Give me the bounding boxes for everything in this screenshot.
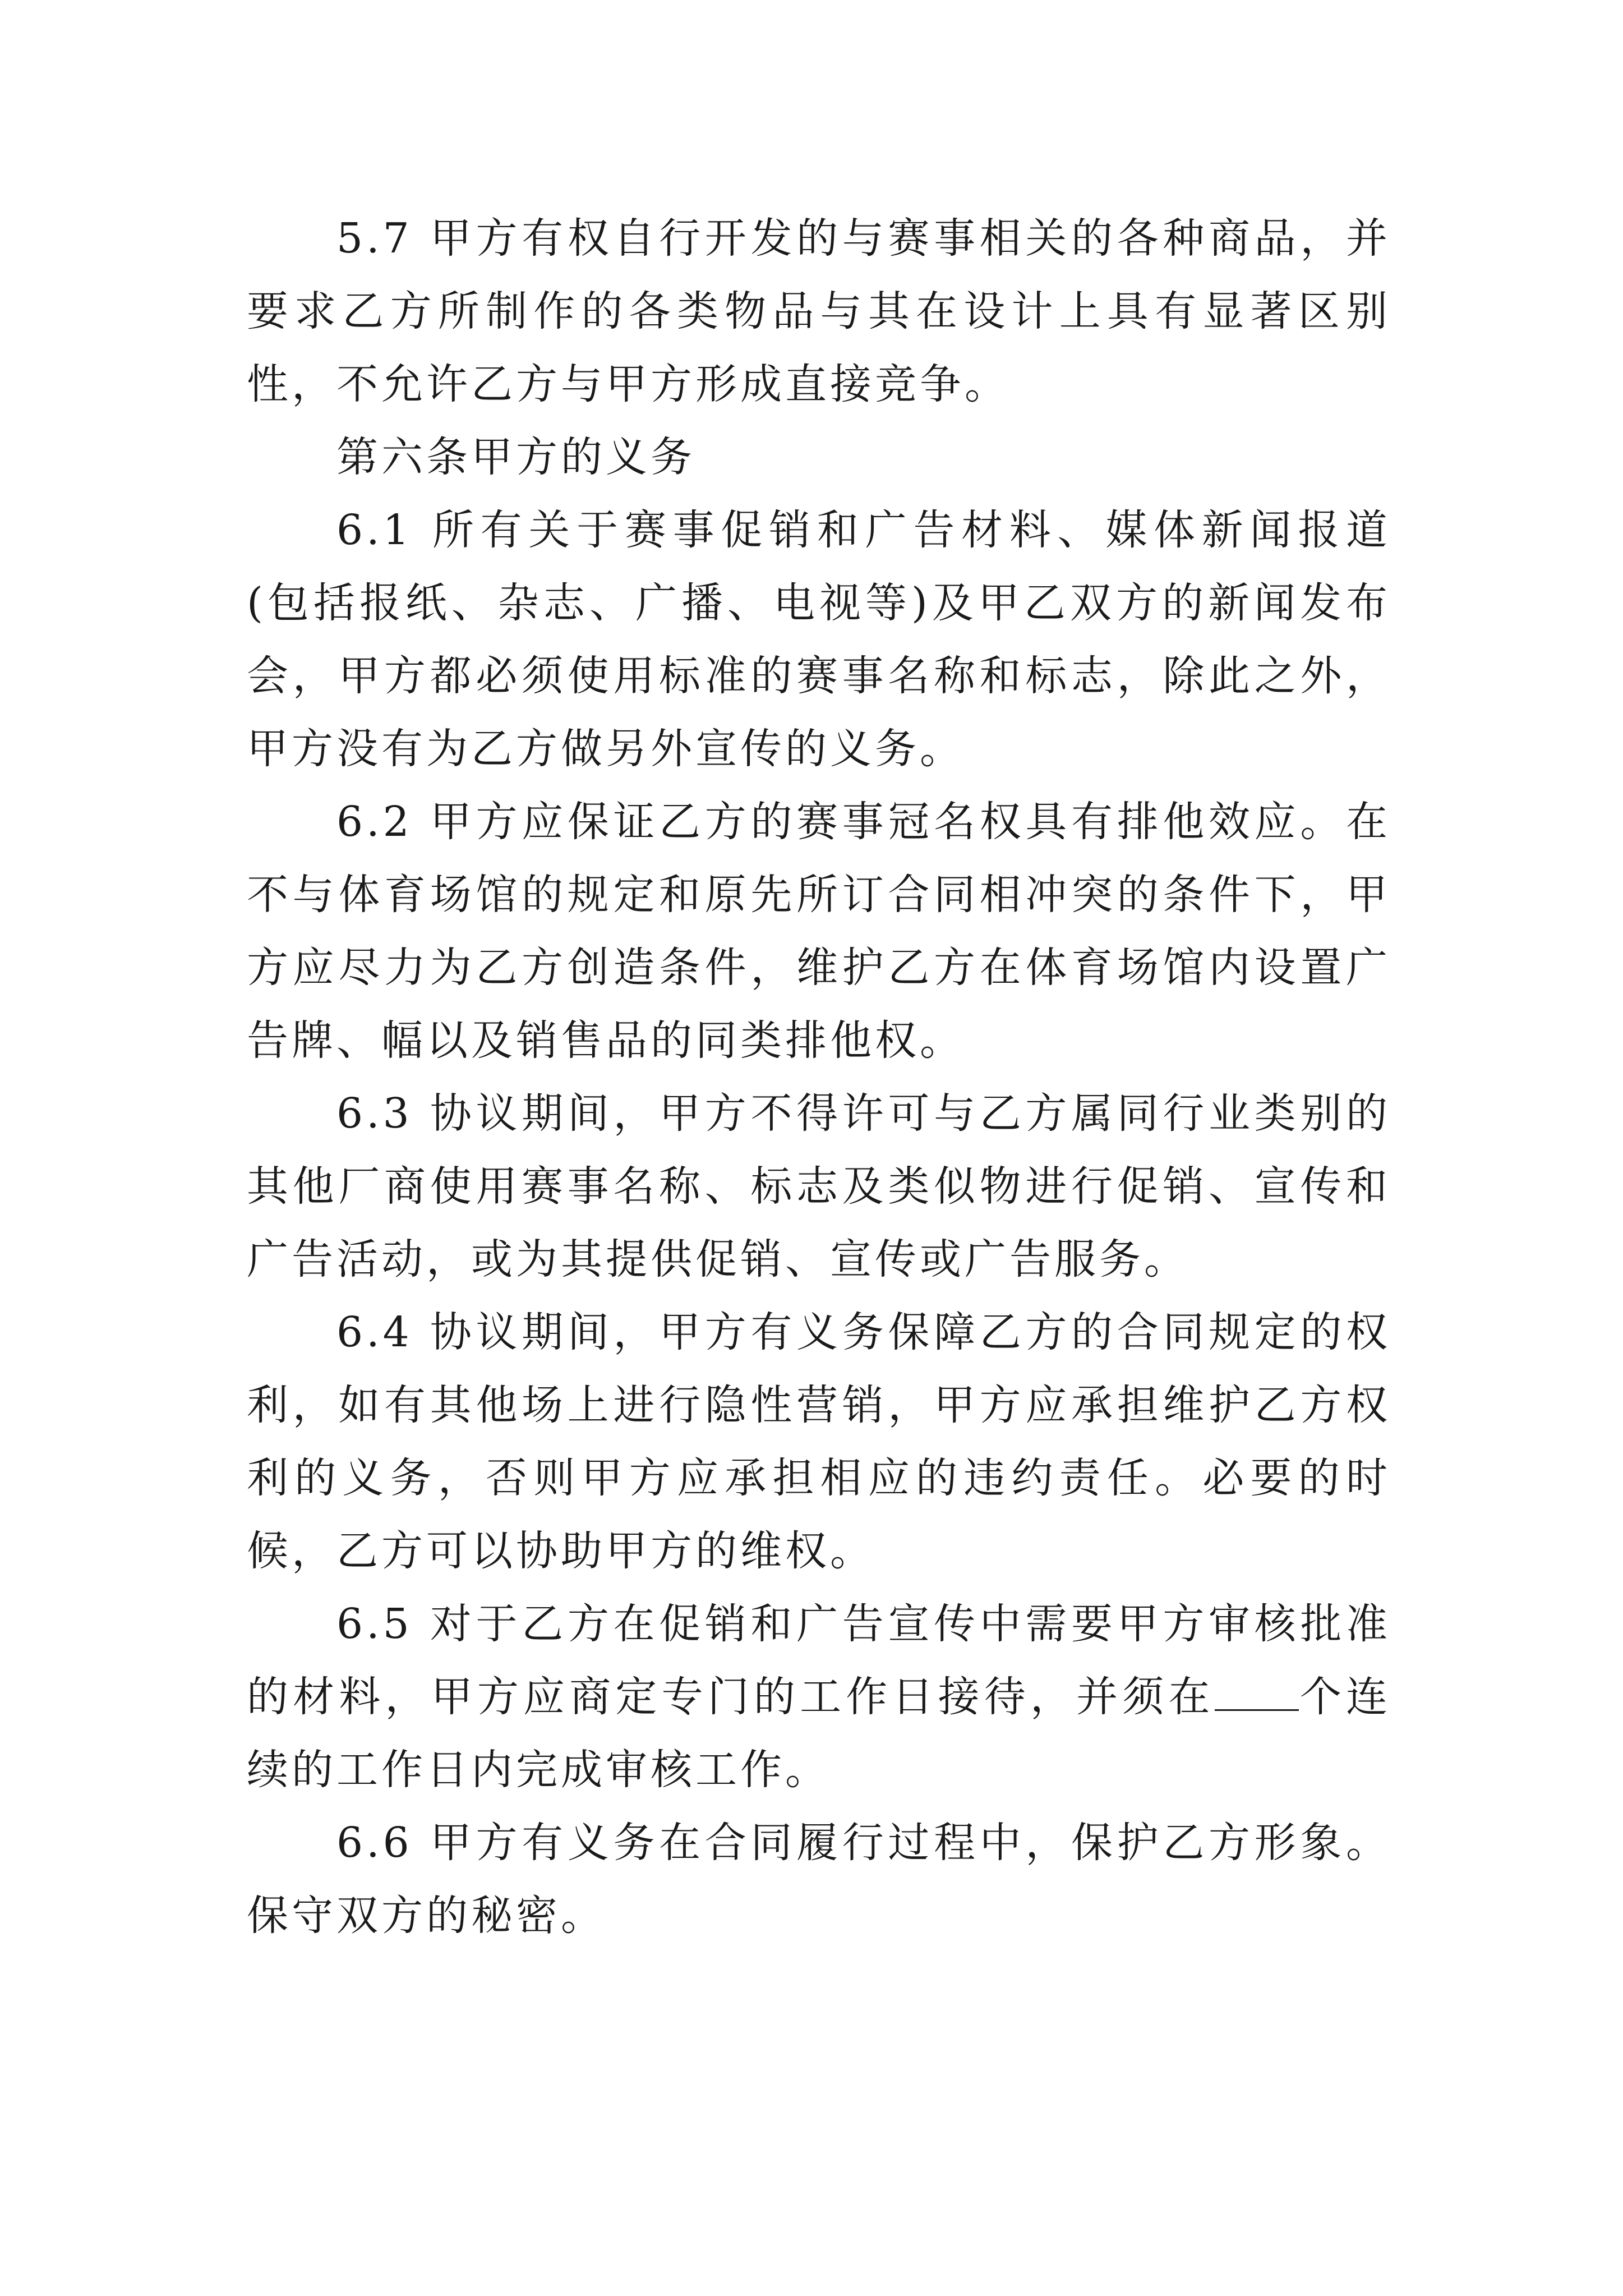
clause-5-7: 5.7 甲方有权自行开发的与赛事相关的各种商品，并要求乙方所制作的各类物品与其在设计上具有显著区别性，不允许乙方与甲方形成直接竞争。 [247,214,1391,408]
document-body [247,202,1391,1952]
clause-6-6: 6.6 甲方有义务在合同履行过程中，保护乙方形象。保守双方的秘密。 [247,1819,1391,1940]
clause-6-5-text-before: 6.5 对于乙方在促销和广告宣传中需要甲方审核批准的材料，甲方应商定专门的工作日接待，并须在 [247,1600,1391,1721]
clause-6-4: 6.4 协议期间，甲方有义务保障乙方的合同规定的权利，如有其他场上进行隐性营销，甲方应承担维护乙方权利的义务，否则甲方应承担相应的违约责任。必要的时候，乙方可以协助甲方的维权。 [247,1308,1391,1575]
clause-6-5 [247,1588,1391,1806]
fill-in-blank [1215,1676,1299,1711]
clause-6-1: 6.1 所有关于赛事促销和广告材料、媒体新闻报道(包括报纸、杂志、广播、电视等)及甲乙双方的新闻发布会，甲方都必须使用标准的赛事名称和标志，除此之外，甲方没有为乙方做另外宣传的义务。 [247,506,1391,773]
article-6-title: 第六条甲方的义务 [336,433,695,481]
clause-6-5-text-after: 个连续的工作日内完成审核工作。 [247,1673,1391,1794]
clause-6-3: 6.3 协议期间，甲方不得许可与乙方属同行业类别的其他厂商使用赛事名称、标志及类似物进行促销、宣传和广告活动，或为其提供促销、宣传或广告服务。 [247,1089,1391,1283]
clause-6-2: 6.2 甲方应保证乙方的赛事冠名权具有排他效应。在不与体育场馆的规定和原先所订合同相冲突的条件下，甲方应尽力为乙方创造条件，维护乙方在体育场馆内设置广告牌、幅以及销售品的同类排他权。 [247,798,1391,1065]
